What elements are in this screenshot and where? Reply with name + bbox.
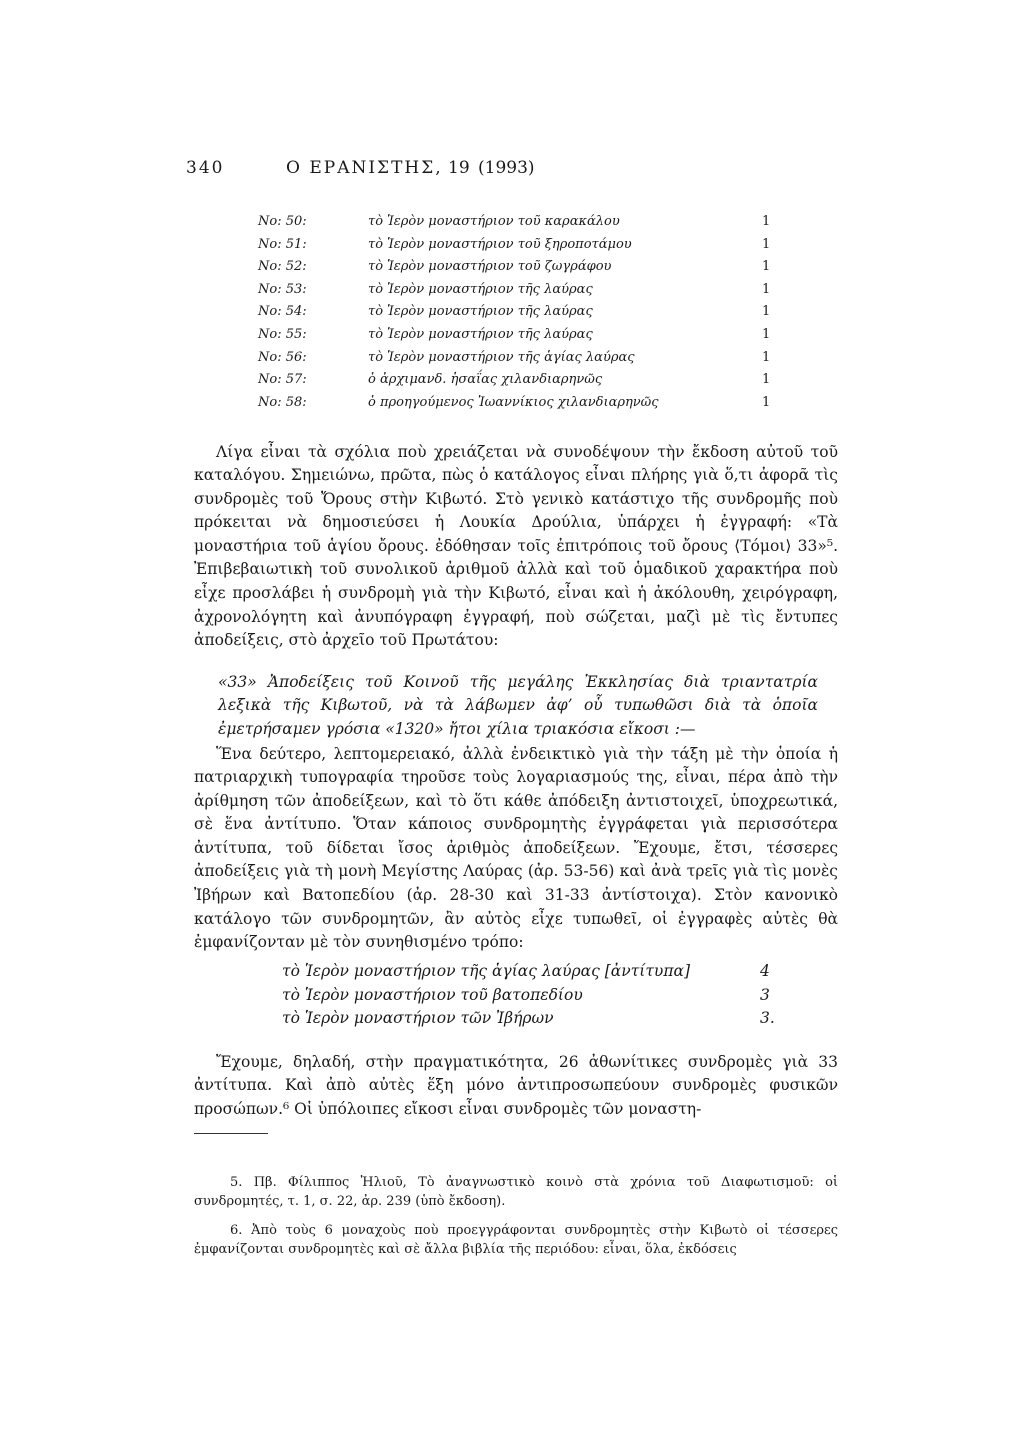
footnote-6: 6. Ἀπὸ τοὺς 6 μοναχοὺς ποὺ προεγγράφονται συνδρομητὲς στὴν Κιβωτὸ οἱ τέσσερες ἐμφανίζονται συνδρομητὲς καὶ σὲ ἄλλα βιβλία τῆς περιόδου: εἶναι, ὅλα, ἐκδόσεις [194,1223,838,1257]
copies-row [282,1009,802,1033]
catalog-row [258,372,778,395]
journal-volume: 19 [448,158,470,178]
catalog-row [258,350,778,373]
catalog-name: ὁ προηγούμενος Ἰωαννίκιος χιλανδιαρηνῶς [368,394,659,410]
catalog-qty: 1 [762,281,771,297]
catalog-row [258,282,778,305]
catalog-number: No: 55: [258,326,307,342]
catalog-name: τὸ Ἱερὸν μοναστήριον τοῦ ξηροποτάμου [368,236,632,252]
copies-row [282,962,802,986]
quoted-record: «33» Ἀποδείξεις τοῦ Κοινοῦ τῆς μεγάλης Ἐκκλησίας διὰ τριαντατρία λεξικὰ τῆς Κιβωτοῦ, νὰ τὰ λάβωμεν ἀφ’ οὗ τυπωθῶσι διὰ τὰ ὁποῖα ἐμετρήσαμεν γρόσια «1320» ἤτοι χίλια τριακόσια εἴκοσι :— [218,672,818,738]
catalog-row [258,395,778,418]
copies-qty: 3. [760,1009,775,1028]
catalog-row [258,237,778,260]
journal-year: (1993) [478,158,535,178]
footnote-5: 5. Πβ. Φίλιππος Ἠλιοῦ, Τὸ ἀναγνωστικὸ κοινὸ στὰ χρόνια τοῦ Διαφωτισμοῦ: οἱ συνδρομητές, τ. 1, σ. 22, ἀρ. 239 (ὑπὸ ἔκδοση). [194,1175,838,1209]
catalog-qty: 1 [762,394,771,410]
catalog-number: No: 52: [258,259,307,275]
body-paragraph-3: Ἔχουμε, δηλαδή, στὴν πραγματικότητα, 26 ἀθωνίτικες συνδρομὲς γιὰ 33 ἀντίτυπα. Καὶ ἀπὸ αὐτὲς ἕξη μόνο ἀντιπροσωπεύουν συνδρομὲς φυσικῶν προσώπων.⁶ Οἱ ὑπόλοιπες εἴκοσι εἶναι συνδρομὲς τῶν μοναστη- [194,1052,838,1118]
copies-name: τὸ Ἱερὸν μοναστήριον τῶν Ἰβήρων [282,1009,554,1028]
copies-qty: 4 [760,962,770,980]
catalog-qty: 1 [762,304,771,320]
catalog-qty: 1 [762,236,771,252]
body-paragraph-1: Λίγα εἶναι τὰ σχόλια ποὺ χρειάζεται νὰ συνοδέψουν τὴν ἔκδοση αὐτοῦ τοῦ καταλόγου. Σημειώνω, πρῶτα, πὼς ὁ κατάλογος εἶναι πλήρης γιὰ ὅ,τι ἀφορᾶ τὶς συνδρομὲς τοῦ Ὄρους στὴν Κιβωτό. Στὸ γενικὸ κατάστιχο τῆς συνδρομῆς ποὺ πρόκειται νὰ δημοσιεύσει ἡ Λουκία Δρούλια, ὑπάρχει ἡ ἐγγραφή: «Τὰ μοναστήρια τοῦ ἁγίου ὄρους. ἐδόθησαν τοῖς ἐπιτρόποις τοῦ ὄρους ⟨Τόμοι⟩ 33»⁵. Ἐπιβεβαιωτικὴ τοῦ συνολικοῦ ἀριθμοῦ ἀλλὰ καὶ τοῦ ὁμαδικοῦ χαρακτήρα ποὺ εἶχε προσλάβει ἡ συνδρομὴ γιὰ τὴν Κιβωτό, εἶναι καὶ ἡ ἀκόλουθη, χειρόγραφη, ἀχρονολόγητη καὶ ἀνυπόγραφη ἐγγραφή, ποὺ σώζεται, μαζὶ μὲ τὶς ἔντυπες ἀποδείξεις, στὸ ἀρχεῖο τοῦ Πρωτάτου: [194,442,838,650]
catalog-number: No: 50: [258,214,307,229]
catalog-row [258,327,778,350]
subscriber-catalog [258,214,778,417]
footnote-divider [194,1133,268,1134]
body-paragraph-2: Ἕνα δεύτερο, λεπτομερειακό, ἀλλὰ ἐνδεικτικὸ γιὰ τὴν τάξη μὲ τὴν ὁποία ἡ πατριαρχικὴ τυπογραφία τηροῦσε τοὺς λογαριασμούς της, εἶναι, πέρα ἀπὸ τὴν ἀρίθμηση τῶν ἀποδείξεων, καὶ τὸ ὅτι κάθε ἀπόδειξη ἀντιστοιχεῖ, ὑποχρεωτικά, σὲ ἕνα ἀντίτυπο. Ὅταν κάποιος συνδρομητὴς ἐγγράφεται γιὰ περισσότερα ἀντίτυπα, τοῦ δίδεται ἴσος ἀριθμὸς ἀποδείξεων. Ἔχουμε, ἔτσι, τέσσερες ἀποδείξεις γιὰ τὴ μονὴ Μεγίστης Λαύρας (ἀρ. 53-56) καὶ ἀνὰ τρεῖς γιὰ τὶς μονὲς Ἰβήρων καὶ Βατοπεδίου (ἀρ. 28-30 καὶ 31-33 ἀντίστοιχα). Στὸν κανονικὸ κατάλογο τῶν συνδρομητῶν, ἂν αὐτὸς εἶχε τυπωθεῖ, οἱ ἐγγραφὲς αὐτὲς θὰ ἐμφανίζονταν μὲ τὸν συνηθισμένο τρόπο: [194,744,838,952]
copies-qty: 3 [760,985,770,1004]
catalog-name: τὸ Ἱερὸν μοναστήριον τοῦ καρακάλου [368,214,620,229]
catalog-number: No: 57: [258,372,307,388]
catalog-qty: 1 [762,214,771,229]
catalog-qty: 1 [762,372,771,388]
catalog-qty: 1 [762,326,771,342]
catalog-qty: 1 [762,259,771,275]
running-header [186,158,846,182]
catalog-number: No: 58: [258,394,307,410]
copies-name: τὸ Ἱερὸν μοναστήριον τοῦ βατοπεδίου [282,985,583,1004]
catalog-name: τὸ Ἱερὸν μοναστήριον τῆς λαύρας [368,304,593,320]
catalog-name: ὁ ἀρχιμανδ. ἡσαΐας χιλανδιαρηνῶς [368,372,603,388]
catalog-row [258,304,778,327]
catalog-row [258,259,778,282]
journal-title: Ο ΕΡΑΝΙΣΤΗΣ, [286,158,443,178]
catalog-qty: 1 [762,349,771,365]
page-number: 340 [186,158,225,178]
catalog-row [258,214,778,237]
catalog-name: τὸ Ἱερὸν μοναστήριον τῆς λαύρας [368,326,593,342]
catalog-name: τὸ Ἱερὸν μοναστήριον τῆς λαύρας [368,281,593,297]
catalog-number: No: 51: [258,236,307,252]
catalog-number: No: 56: [258,349,307,365]
catalog-number: No: 53: [258,281,307,297]
copies-list [282,962,802,1033]
catalog-name: τὸ Ἱερὸν μοναστήριον τοῦ ζωγράφου [368,259,612,275]
copies-row [282,986,802,1010]
catalog-name: τὸ Ἱερὸν μοναστήριον τῆς ἁγίας λαύρας [368,349,635,365]
copies-name: τὸ Ἱερὸν μοναστήριον τῆς ἁγίας λαύρας [ἀντίτυπα] [282,962,691,980]
catalog-number: No: 54: [258,304,307,320]
